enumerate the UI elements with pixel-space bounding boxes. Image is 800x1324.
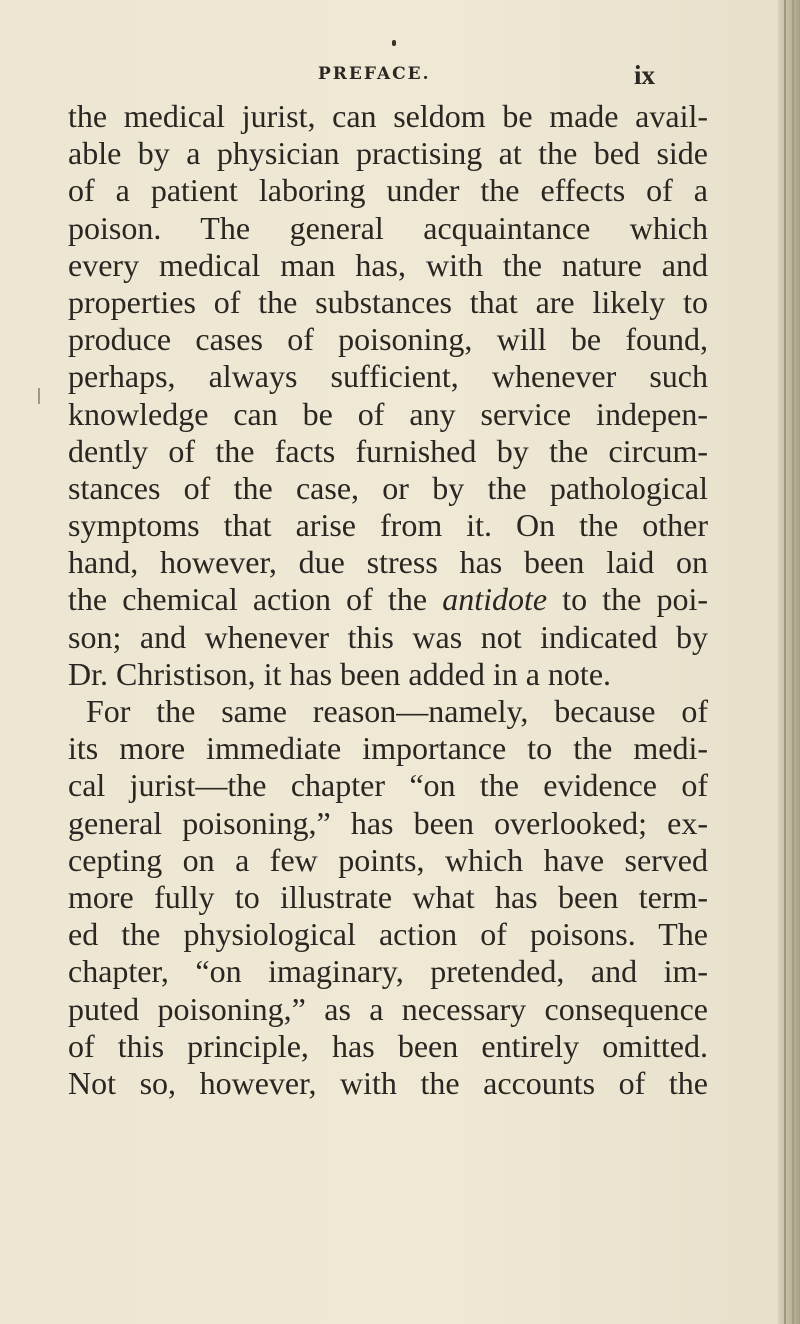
text-line: every medical man has, with the nature and — [68, 246, 708, 283]
text-line: puted poisoning,” as a necessary consequence — [68, 990, 708, 1027]
text-line: general poisoning,” has been overlooked; ex- — [68, 804, 708, 841]
text-line: Not so, however, with the accounts of the — [68, 1064, 708, 1101]
text-line: poison. The general acquaintance which — [68, 209, 708, 246]
text-line: of this principle, has been entirely omitted. — [68, 1027, 708, 1064]
text-line: cepting on a few points, which have served — [68, 841, 708, 878]
text-line: symptoms that arise from it. On the other — [68, 507, 708, 544]
text-line: of a patient laboring under the effects of a — [68, 172, 708, 209]
page-edge-line — [792, 0, 794, 1324]
text-line: Dr. Christison, it has been added in a note. — [68, 655, 612, 692]
italic-antidote: antidote — [442, 581, 548, 618]
text-line: stances of the case, or by the pathological — [68, 469, 708, 506]
page-edge-line — [784, 0, 786, 1324]
text-line: knowledge can be of any service indepen- — [68, 395, 708, 432]
text-line: ed the physiological action of poisons. The — [68, 916, 708, 953]
text-line: perhaps, always sufficient, whenever such — [68, 358, 708, 395]
page-number: ix — [634, 60, 656, 90]
text-line: the medical jurist, can seldom be made avail- — [68, 98, 708, 134]
text-line: cal jurist—the chapter “on the evidence of — [68, 767, 708, 804]
paragraph-start-line: For the same reason—namely, because of — [86, 693, 708, 729]
text-line: hand, however, due stress has been laid on — [68, 544, 708, 581]
page-edge — [778, 0, 800, 1324]
text-line: properties of the substances that are likely to — [68, 283, 708, 320]
running-head: PREFACE. — [318, 64, 431, 84]
text-line-head: the chemical action of the — [68, 581, 443, 618]
text-line: produce cases of poisoning, will be found, — [68, 321, 708, 358]
ink-speck — [38, 388, 40, 404]
text-line: son; and whenever this was not indicated by — [68, 618, 708, 655]
text-line: more fully to illustrate what has been term- — [68, 878, 708, 915]
text-line: able by a physician practising at the bed side — [68, 135, 708, 172]
ink-mark — [392, 40, 396, 46]
text-line-tail: to the poi- — [547, 581, 709, 618]
text-line: its more immediate importance to the medi- — [68, 730, 708, 767]
text-line: chapter, “on imaginary, pretended, and im- — [68, 953, 708, 990]
body-text — [68, 98, 708, 1238]
text-line: dently of the facts furnished by the circum- — [68, 432, 708, 469]
text-line-with-italic — [68, 581, 708, 618]
